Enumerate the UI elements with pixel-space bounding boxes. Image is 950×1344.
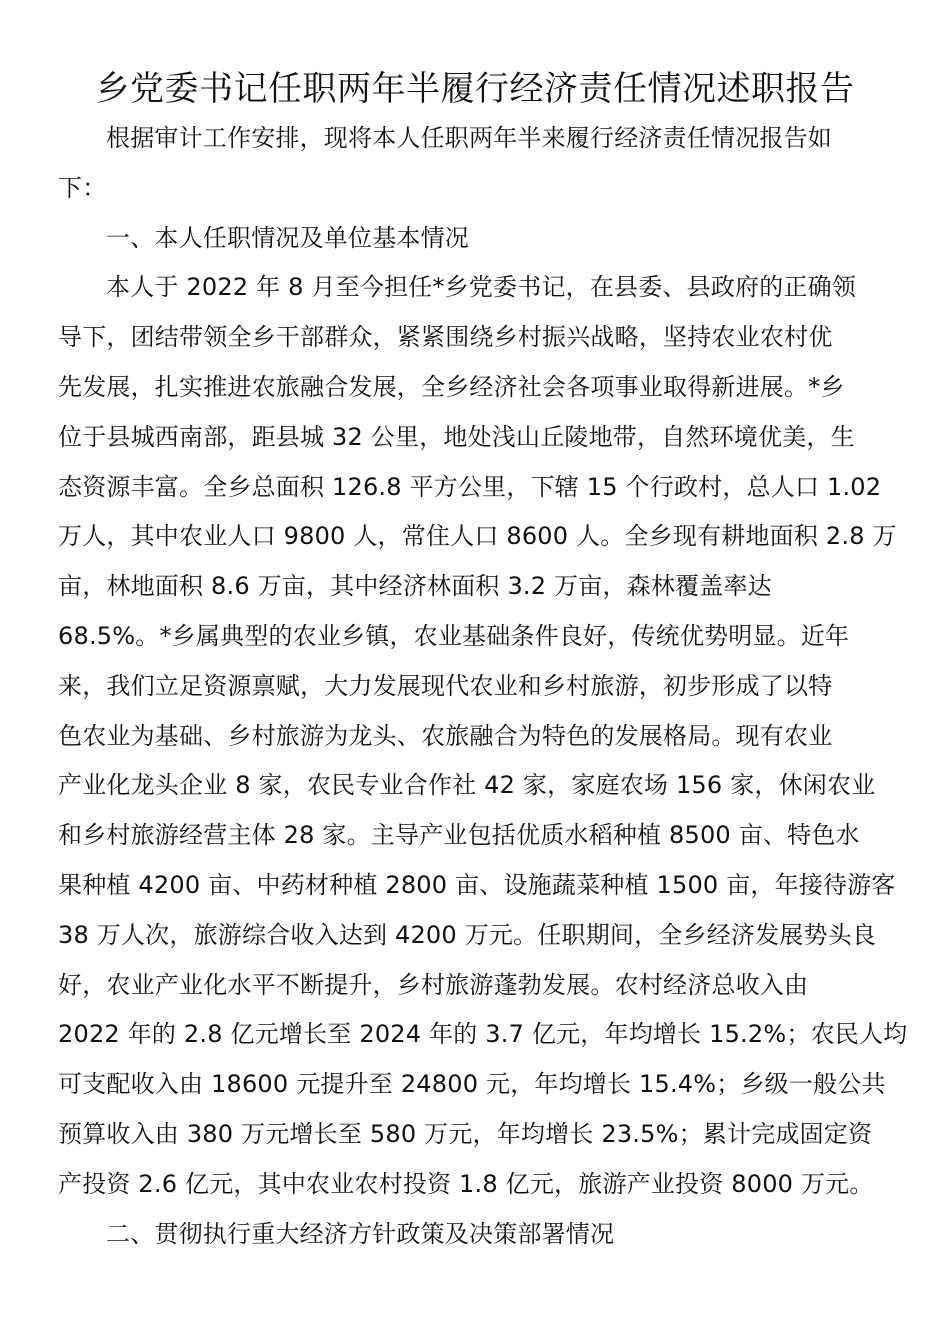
body-line-8: 68.5%。*乡属典型的农业乡镇，农业基础条件良好，传统优势明显。近年 xyxy=(58,621,850,650)
body-line-4: 位于县城西南部，距县城 32 公里，地处浅山丘陵地带，自然环境优美，生 xyxy=(58,422,855,451)
body-line-2: 导下，团结带领全乡干部群众，紧紧围绕乡村振兴战略，坚持农业农村优 xyxy=(58,323,833,352)
body-line-11: 产业化龙头企业 8 家，农民专业合作社 42 家，家庭农场 156 家，休闲农业 xyxy=(58,771,876,800)
intro-line-2: 下： xyxy=(58,173,107,202)
body-line-17: 可支配收入由 18600 元提升至 24800 元，年均增长 15.4%；乡级一般公共 xyxy=(58,1070,886,1099)
section-heading-2: 二、贯彻执行重大经济方针政策及决策部署情况 xyxy=(106,1219,615,1248)
body-line-13: 果种植 4200 亩、中药材种植 2800 亩、设施蔬菜种植 1500 亩，年接待游客 xyxy=(58,870,896,899)
intro-line-1: 根据审计工作安排，现将本人任职两年半来履行经济责任情况报告如 xyxy=(106,124,832,152)
body-line-16: 2022 年的 2.8 亿元增长至 2024 年的 3.7 亿元，年均增长 15.2%；农民人均 xyxy=(58,1020,908,1049)
body-line-18: 预算收入由 380 万元增长至 580 万元，年均增长 23.5%；累计完成固定资 xyxy=(58,1119,873,1148)
body-line-14: 38 万人次，旅游综合收入达到 4200 万元。任职期间，全乡经济发展势头良 xyxy=(58,920,877,949)
section-heading-1: 一、本人任职情况及单位基本情况 xyxy=(106,223,469,252)
document-body xyxy=(58,114,908,1259)
document-title: 乡党委书记任职两年半履行经济责任情况述职报告 xyxy=(95,69,855,109)
body-line-5: 态资源丰富。全乡总面积 126.8 平方公里，下辖 15 个行政村，总人口 1.02 xyxy=(58,472,882,501)
body-line-12: 和乡村旅游经营主体 28 家。主导产业包括优质水稻种植 8500 亩、特色水 xyxy=(58,821,860,850)
body-line-9: 来，我们立足资源禀赋，大力发展现代农业和乡村旅游，初步形成了以特 xyxy=(58,671,833,700)
body-line-1: 本人于 2022 年 8 月至今担任*乡党委书记，在县委、县政府的正确领 xyxy=(106,273,857,302)
body-line-10: 色农业为基础、乡村旅游为龙头、农旅融合为特色的发展格局。现有农业 xyxy=(58,721,833,750)
body-line-6: 万人，其中农业人口 9800 人，常住人口 8600 人。全乡现有耕地面积 2.8 万 xyxy=(58,522,897,551)
body-line-7: 亩，林地面积 8.6 万亩，其中经济林面积 3.2 万亩，森林覆盖率达 xyxy=(58,572,772,601)
body-line-15: 好，农业产业化水平不断提升，乡村旅游蓬勃发展。农村经济总收入由 xyxy=(58,970,809,999)
body-line-19: 产投资 2.6 亿元，其中农业农村投资 1.8 亿元，旅游产业投资 8000 万元。 xyxy=(58,1169,874,1198)
body-line-3: 先发展，扎实推进农旅融合发展，全乡经济社会各项事业取得新进展。*乡 xyxy=(58,372,845,401)
